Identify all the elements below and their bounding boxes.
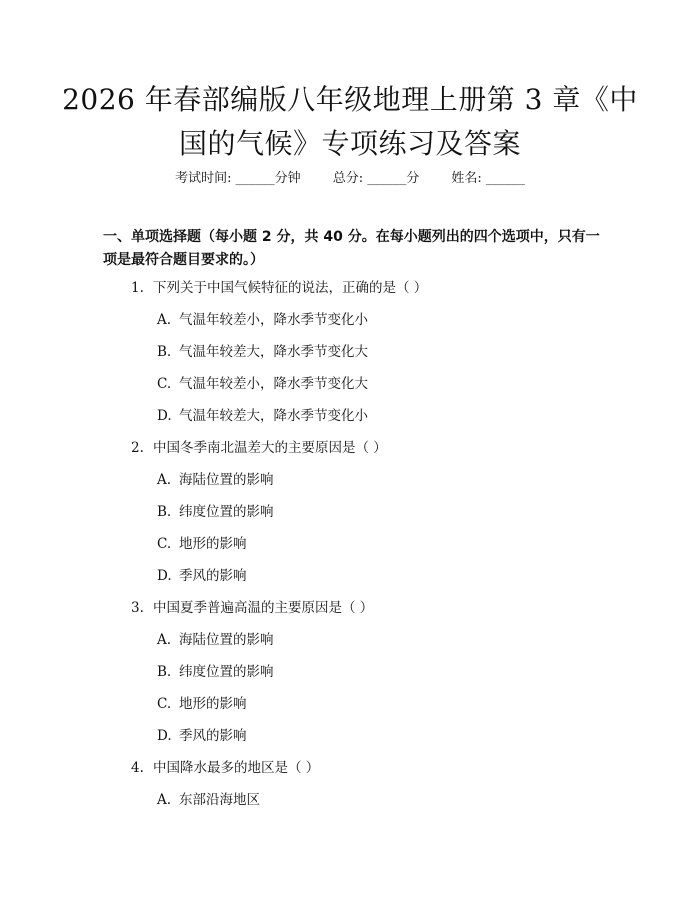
option-2d: [157, 566, 247, 586]
question-text: 下列关于中国气候特征的说法，正确的是（ ）: [153, 280, 428, 296]
option-text: 海陆位置的影响: [179, 632, 274, 648]
option-1b: [157, 342, 368, 362]
question-3: [131, 598, 373, 618]
total-score: 总分: ______分: [332, 171, 420, 186]
option-1c: [157, 374, 368, 394]
exam-meta: [0, 170, 700, 188]
option-text: 季风的影响: [179, 568, 247, 584]
section-heading: 一、单项选择题（每小题 2 分，共 40 分。在每小题列出的四个选项中，只有一项是最符合题目要求的。）: [103, 229, 600, 268]
question-number: 4.: [131, 760, 144, 776]
page-title: [60, 78, 640, 166]
question-text: 中国夏季普遍高温的主要原因是（ ）: [153, 600, 374, 616]
option-text: 气温年较差大，降水季节变化小: [179, 408, 368, 424]
option-letter: C.: [157, 696, 172, 712]
option-text: 季风的影响: [179, 728, 247, 744]
option-text: 纬度位置的影响: [179, 504, 274, 520]
title-line-1: 2026 年春部编版八年级地理上册第 3 章《中: [62, 83, 638, 116]
title-line-2: 国的气候》专项练习及答案: [178, 127, 521, 160]
option-letter: A.: [157, 312, 172, 328]
option-3b: [157, 662, 274, 682]
option-text: 纬度位置的影响: [179, 664, 274, 680]
question-1: [131, 278, 427, 298]
option-3c: [157, 694, 247, 714]
option-letter: D.: [157, 728, 172, 744]
option-letter: A.: [157, 792, 172, 808]
student-name: 姓名: ______: [451, 171, 525, 186]
question-number: 2.: [131, 440, 144, 456]
option-letter: B.: [157, 344, 172, 360]
question-text: 中国降水最多的地区是（ ）: [153, 760, 320, 776]
exam-time: 考试时间: ______分钟: [175, 171, 301, 186]
option-2b: [157, 502, 274, 522]
option-2c: [157, 534, 247, 554]
option-text: 气温年较差小，降水季节变化小: [179, 312, 368, 328]
option-1d: [157, 406, 368, 426]
option-text: 海陆位置的影响: [179, 472, 274, 488]
option-text: 地形的影响: [179, 536, 247, 552]
option-text: 气温年较差大，降水季节变化大: [179, 344, 368, 360]
option-4a: [157, 790, 260, 810]
question-number: 3.: [131, 600, 144, 616]
option-3a: [157, 630, 274, 650]
option-text: 东部沿海地区: [179, 792, 260, 808]
question-number: 1.: [131, 280, 144, 296]
option-letter: C.: [157, 376, 172, 392]
option-text: 地形的影响: [179, 696, 247, 712]
option-letter: D.: [157, 408, 172, 424]
option-letter: C.: [157, 536, 172, 552]
option-letter: B.: [157, 664, 172, 680]
question-2: [131, 438, 387, 458]
question-4: [131, 758, 319, 778]
option-3d: [157, 726, 247, 746]
option-letter: D.: [157, 568, 172, 584]
option-letter: A.: [157, 632, 172, 648]
question-text: 中国冬季南北温差大的主要原因是（ ）: [153, 440, 387, 456]
option-letter: B.: [157, 504, 172, 520]
option-2a: [157, 470, 274, 490]
option-1a: [157, 310, 368, 330]
option-text: 气温年较差小，降水季节变化大: [179, 376, 368, 392]
option-letter: A.: [157, 472, 172, 488]
